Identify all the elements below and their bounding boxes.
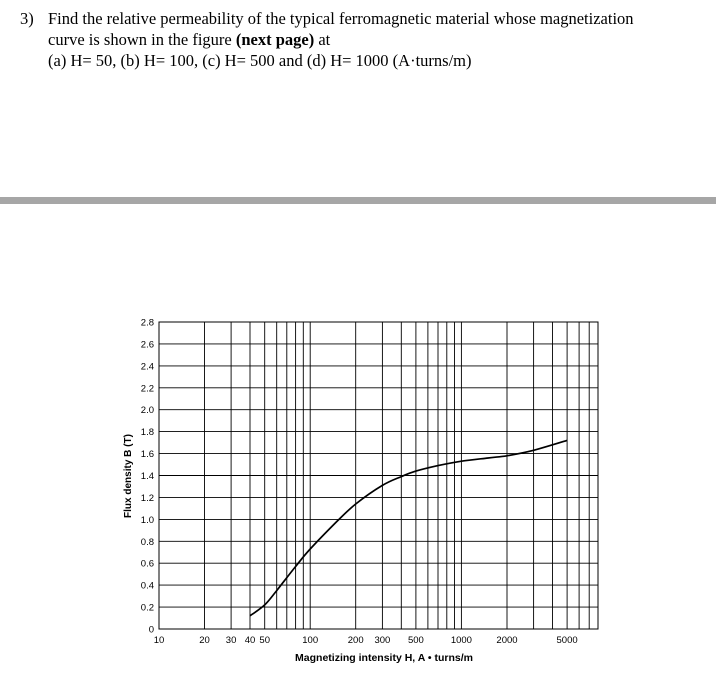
x-tick-label: 30: [225, 635, 237, 646]
question-line-3: (a) H= 50, (b) H= 100, (c) H= 500 and (d) H= 1000 (A·turns/m): [48, 51, 472, 70]
y-axis-label: Flux density B (T): [123, 434, 134, 518]
y-tick-label: 1.2: [140, 492, 154, 504]
x-tick-label: 100: [302, 635, 319, 646]
y-tick-label: 1.4: [140, 471, 154, 482]
magnetization-curve: [250, 440, 567, 615]
y-tick-label: 0.8: [140, 536, 154, 548]
x-tick-label: 10: [153, 635, 165, 646]
x-tick-label: 500: [407, 635, 424, 646]
y-tick-label: 2.6: [140, 339, 154, 351]
y-tick-label: 1.6: [140, 449, 154, 461]
y-tick-label: 0.6: [140, 558, 154, 570]
x-tick-labels: [154, 635, 578, 646]
y-tick-label: 0.2: [140, 602, 154, 614]
y-tick-label: 2.2: [140, 383, 154, 395]
horizontal-gridlines: [159, 322, 598, 629]
x-tick-label: 20: [199, 635, 210, 646]
y-tick-label: 2.4: [140, 361, 154, 373]
x-tick-label: 50: [259, 635, 270, 646]
x-tick-label: 200: [347, 635, 364, 646]
x-tick-label: 2000: [496, 635, 518, 646]
x-tick-label: 5000: [556, 635, 578, 646]
y-tick-label: 2.0: [140, 405, 154, 417]
x-tick-label: 300: [374, 635, 391, 646]
question-number: 3): [20, 9, 34, 28]
next-page-note: (next page): [235, 30, 315, 49]
question-line-2-text: curve is shown in the figure: [48, 30, 236, 49]
y-tick-label: 1.8: [140, 427, 154, 439]
x-tick-label: 40: [244, 635, 256, 646]
x-tick-label: 1000: [450, 635, 472, 646]
y-tick-label: 0: [148, 624, 154, 636]
question-line-1: Find the relative permeability of the typical ferromagnetic material whose magnetization: [48, 9, 634, 28]
y-tick-label: 0.4: [140, 580, 154, 592]
y-tick-labels: [141, 318, 154, 636]
y-tick-label: 2.8: [140, 317, 154, 329]
x-axis-label: Magnetizing intensity H, A • turns/m: [295, 652, 473, 664]
y-tick-label: 1.0: [140, 514, 154, 526]
question-line-2-tail: at: [314, 30, 331, 49]
